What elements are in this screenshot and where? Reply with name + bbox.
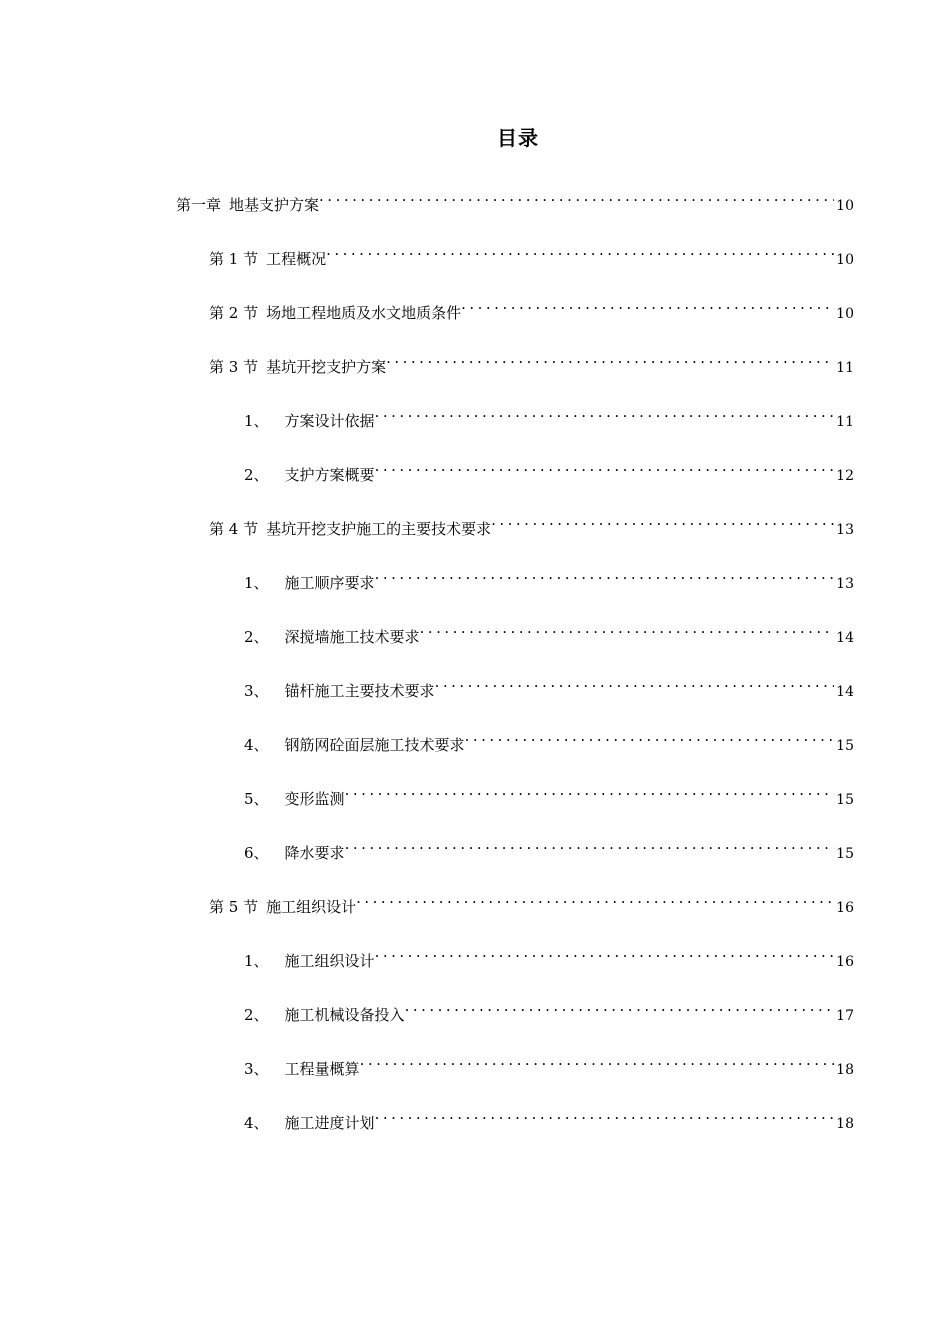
toc-dot-leader xyxy=(375,398,835,426)
toc-entry[interactable] xyxy=(244,560,854,592)
toc-entry-page-number: 14 xyxy=(836,684,854,700)
toc-title: 目录 xyxy=(497,126,539,150)
toc-entry-number: 第 5 节 xyxy=(209,898,259,916)
toc-entry[interactable] xyxy=(244,668,854,700)
toc-entry[interactable] xyxy=(244,614,854,646)
toc-entry-number: 第一章 xyxy=(176,196,222,214)
toc-entry-page-number: 18 xyxy=(836,1116,854,1132)
toc-entry-number: 1、 xyxy=(244,574,269,592)
toc-dot-leader xyxy=(345,776,835,804)
toc-entry-number: 第 4 节 xyxy=(209,520,259,538)
toc-entry-page-number: 15 xyxy=(836,738,854,754)
toc-entry-title: 工程量概算 xyxy=(284,1060,360,1078)
toc-entry-page-number: 11 xyxy=(836,414,854,430)
toc-entry-page-number: 15 xyxy=(836,846,854,862)
toc-entry[interactable] xyxy=(209,506,854,538)
toc-entry-title: 基坑开挖支护施工的主要技术要求 xyxy=(266,520,492,538)
toc-entry-title: 施工组织设计 xyxy=(284,952,375,970)
toc-entry-page-number: 13 xyxy=(836,522,854,538)
toc-entry-title: 支护方案概要 xyxy=(284,466,375,484)
toc-entry[interactable] xyxy=(244,992,854,1024)
toc-entry-title: 深搅墙施工技术要求 xyxy=(284,628,420,646)
toc-dot-leader xyxy=(461,290,834,318)
toc-entry-number: 2、 xyxy=(244,1006,269,1024)
toc-dot-leader xyxy=(405,992,835,1020)
toc-dot-leader xyxy=(375,560,835,588)
toc-entry-page-number: 11 xyxy=(836,360,854,376)
toc-dot-leader xyxy=(345,830,835,858)
toc-entry-title: 基坑开挖支护方案 xyxy=(266,358,387,376)
toc-entry-title: 施工顺序要求 xyxy=(284,574,375,592)
toc-entry-title: 方案设计依据 xyxy=(284,412,375,430)
toc-dot-leader xyxy=(319,182,834,210)
toc-entry[interactable] xyxy=(244,722,854,754)
toc-entry-page-number: 16 xyxy=(836,954,854,970)
toc-entry-number: 第 1 节 xyxy=(209,250,259,268)
toc-entry-title: 施工组织设计 xyxy=(266,898,357,916)
toc-entry-page-number: 14 xyxy=(836,630,854,646)
toc-entry-page-number: 10 xyxy=(836,198,854,214)
toc-entry-number: 3、 xyxy=(244,1060,269,1078)
toc-entry-number: 3、 xyxy=(244,682,269,700)
toc-entry-page-number: 16 xyxy=(836,900,854,916)
toc-entry-title: 工程概况 xyxy=(266,250,327,268)
toc-dot-leader xyxy=(375,452,835,480)
toc-dot-leader xyxy=(360,1046,835,1074)
toc-entry-number: 2、 xyxy=(244,466,269,484)
toc-dot-leader xyxy=(491,506,834,534)
toc-entry-page-number: 10 xyxy=(836,306,854,322)
toc-entry-title: 锚杆施工主要技术要求 xyxy=(284,682,435,700)
toc-entry[interactable] xyxy=(209,344,854,376)
toc-entry-title: 场地工程地质及水文地质条件 xyxy=(266,304,462,322)
toc-entry[interactable] xyxy=(209,884,854,916)
toc-entry[interactable] xyxy=(244,938,854,970)
toc-entry[interactable] xyxy=(209,236,854,268)
toc-entry[interactable] xyxy=(244,830,854,862)
toc-dot-leader xyxy=(435,668,835,696)
toc-entry-title: 降水要求 xyxy=(284,844,345,862)
toc-entry-number: 第 3 节 xyxy=(209,358,259,376)
toc-entry-title: 地基支护方案 xyxy=(229,196,320,214)
toc-entry-number: 2、 xyxy=(244,628,269,646)
toc-entry[interactable] xyxy=(244,1046,854,1078)
toc-entry-number: 4、 xyxy=(244,736,269,754)
toc-entry[interactable] xyxy=(244,398,854,430)
toc-dot-leader xyxy=(375,938,835,966)
toc-dot-leader xyxy=(356,884,834,912)
toc-entry[interactable] xyxy=(244,776,854,808)
toc-entry-number: 4、 xyxy=(244,1114,269,1132)
toc-entry-page-number: 13 xyxy=(836,576,854,592)
toc-entry-page-number: 17 xyxy=(836,1008,854,1024)
toc-dot-leader xyxy=(386,344,834,372)
toc-entry[interactable] xyxy=(209,290,854,322)
toc-entry[interactable] xyxy=(244,1100,854,1132)
toc-entry-title: 变形监测 xyxy=(284,790,345,808)
toc-entry-page-number: 10 xyxy=(836,252,854,268)
toc-entry-page-number: 12 xyxy=(836,468,854,484)
toc-entry[interactable] xyxy=(176,182,854,214)
toc-entry[interactable] xyxy=(244,452,854,484)
toc-entry-title: 施工机械设备投入 xyxy=(284,1006,405,1024)
toc-entry-page-number: 18 xyxy=(836,1062,854,1078)
toc-entry-title: 钢筋网砼面层施工技术要求 xyxy=(284,736,465,754)
toc-dot-leader xyxy=(326,236,834,264)
toc-entry-number: 5、 xyxy=(244,790,269,808)
toc-dot-leader xyxy=(375,1100,835,1128)
toc-entry-page-number: 15 xyxy=(836,792,854,808)
toc-entry-title: 施工进度计划 xyxy=(284,1114,375,1132)
toc-dot-leader xyxy=(465,722,835,750)
toc-dot-leader xyxy=(420,614,835,642)
toc-entry-number: 第 2 节 xyxy=(209,304,259,322)
toc-entry-number: 6、 xyxy=(244,844,269,862)
toc-entry-number: 1、 xyxy=(244,412,269,430)
toc-entry-number: 1、 xyxy=(244,952,269,970)
